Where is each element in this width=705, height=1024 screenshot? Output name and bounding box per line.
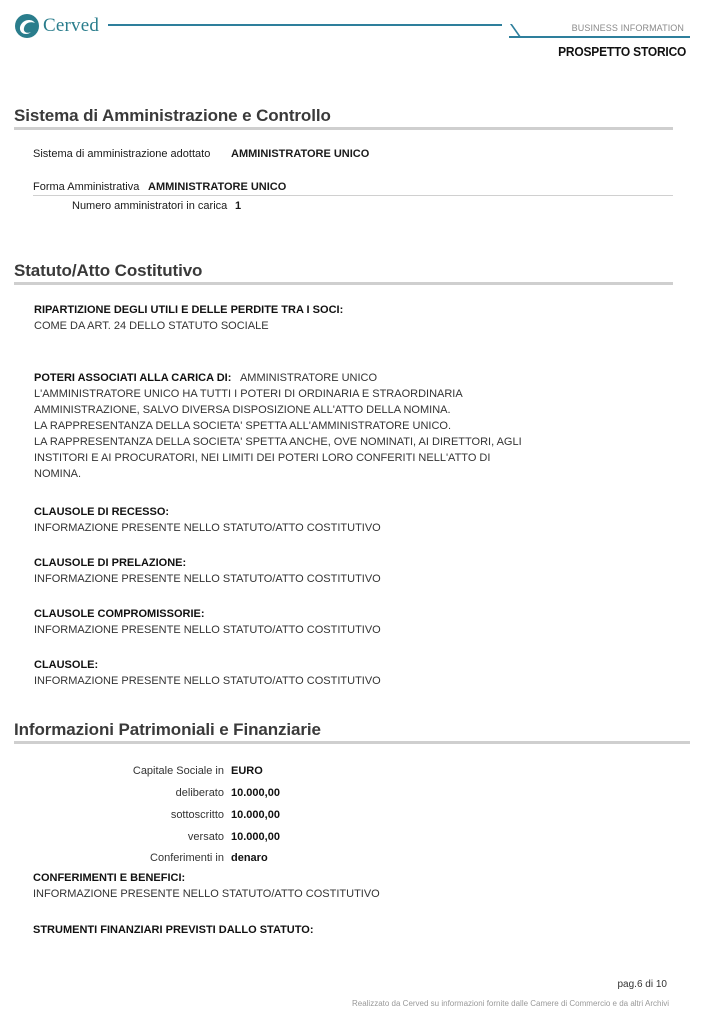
conferimenti-in-value: denaro [231, 852, 268, 864]
recesso-heading: CLAUSOLE DI RECESSO: [34, 506, 170, 518]
section-rule [14, 127, 673, 130]
section-rule [14, 741, 690, 744]
clausole-block [34, 657, 381, 689]
divider [33, 195, 673, 196]
poteri-line: LA RAPPRESENTANZA DELLA SOCIETA' SPETTA ALL'AMMINISTRATORE UNICO. [34, 420, 452, 432]
versato-label: versato [187, 831, 224, 843]
section-title-statuto: Statuto/Atto Costitutivo [14, 261, 203, 280]
capitale-value: EURO [231, 765, 263, 777]
versato-value: 10.000,00 [231, 831, 280, 843]
conferimenti-text: INFORMAZIONE PRESENTE NELLO STATUTO/ATTO COSTITUTIVO [33, 888, 380, 900]
capitale-label: Capitale Sociale in [132, 765, 224, 777]
numero-value: 1 [235, 200, 242, 212]
business-info-label: BUSINESS INFORMATION [571, 23, 684, 33]
header-rule-right [509, 36, 690, 38]
compromissorie-heading: CLAUSOLE COMPROMISSORIE: [34, 608, 205, 620]
poteri-block [34, 370, 522, 482]
logo-text: Cerved [43, 15, 100, 36]
cerved-logo-icon [14, 13, 40, 39]
conferimenti-heading: CONFERIMENTI E BENEFICI: [33, 872, 186, 884]
section-rule [14, 282, 673, 285]
compromissorie-text: INFORMAZIONE PRESENTE NELLO STATUTO/ATTO COSTITUTIVO [34, 624, 381, 636]
poteri-line: AMMINISTRAZIONE, SALVO DIVERSA DISPOSIZIONE ALL'ATTO DELLA NOMINA. [34, 404, 451, 416]
section-title-admin: Sistema di Amministrazione e Controllo [14, 106, 331, 125]
poteri-heading: POTERI ASSOCIATI ALLA CARICA DI: [34, 372, 232, 384]
prelazione-heading: CLAUSOLE DI PRELAZIONE: [34, 557, 187, 569]
sottoscritto-value: 10.000,00 [231, 809, 280, 821]
conferimenti-in-label: Conferimenti in [150, 852, 224, 864]
clausole-text: INFORMAZIONE PRESENTE NELLO STATUTO/ATTO COSTITUTIVO [34, 675, 381, 687]
clausole-heading: CLAUSOLE: [34, 659, 99, 671]
conferimenti-block [33, 870, 380, 902]
poteri-line: NOMINA. [34, 468, 82, 480]
poteri-line: LA RAPPRESENTANZA DELLA SOCIETA' SPETTA ANCHE, OVE NOMINATI, AI DIRETTORI, AGLI [34, 436, 522, 448]
compromissorie-block [34, 606, 381, 638]
sottoscritto-label: sottoscritto [170, 809, 224, 821]
forma-label: Forma Amministrativa [33, 181, 140, 193]
page-number: pag.6 di 10 [617, 979, 667, 990]
section-title-patrimonio: Informazioni Patrimoniali e Finanziarie [14, 720, 321, 739]
recesso-block [34, 504, 381, 536]
strumenti-block [33, 922, 314, 938]
sistema-value: AMMINISTRATORE UNICO [231, 148, 370, 160]
ripartizione-text: COME DA ART. 24 DELLO STATUTO SOCIALE [34, 320, 269, 332]
prelazione-text: INFORMAZIONE PRESENTE NELLO STATUTO/ATTO COSTITUTIVO [34, 573, 381, 585]
numero-label: Numero amministratori in carica [72, 200, 228, 212]
recesso-text: INFORMAZIONE PRESENTE NELLO STATUTO/ATTO COSTITUTIVO [34, 522, 381, 534]
deliberato-label: deliberato [175, 787, 224, 799]
poteri-line: INSTITORI E AI PROCURATORI, NEI LIMITI DEI POTERI LORO CONFERITI NELL'ATTO DI [34, 452, 491, 464]
deliberato-value: 10.000,00 [231, 787, 280, 799]
poteri-line: L'AMMINISTRATORE UNICO HA TUTTI I POTERI DI ORDINARIA E STRAORDINARIA [34, 388, 463, 400]
document-title: PROSPETTO STORICO [557, 44, 686, 59]
header-rule [108, 24, 502, 26]
footer-note: Realizzato da Cerved su informazioni fornite dalle Camere di Commercio e da altri Archivi [351, 999, 669, 1008]
strumenti-heading: STRUMENTI FINANZIARI PREVISTI DALLO STATUTO: [33, 924, 314, 936]
cerved-logo [14, 12, 99, 40]
prelazione-block [34, 555, 381, 587]
forma-value: AMMINISTRATORE UNICO [148, 181, 287, 193]
ripartizione-heading: RIPARTIZIONE DEGLI UTILI E DELLE PERDITE TRA I SOCI: [34, 304, 344, 316]
ripartizione-block [34, 302, 343, 334]
poteri-carica: AMMINISTRATORE UNICO [239, 372, 378, 384]
sistema-label: Sistema di amministrazione adottato [33, 148, 211, 160]
